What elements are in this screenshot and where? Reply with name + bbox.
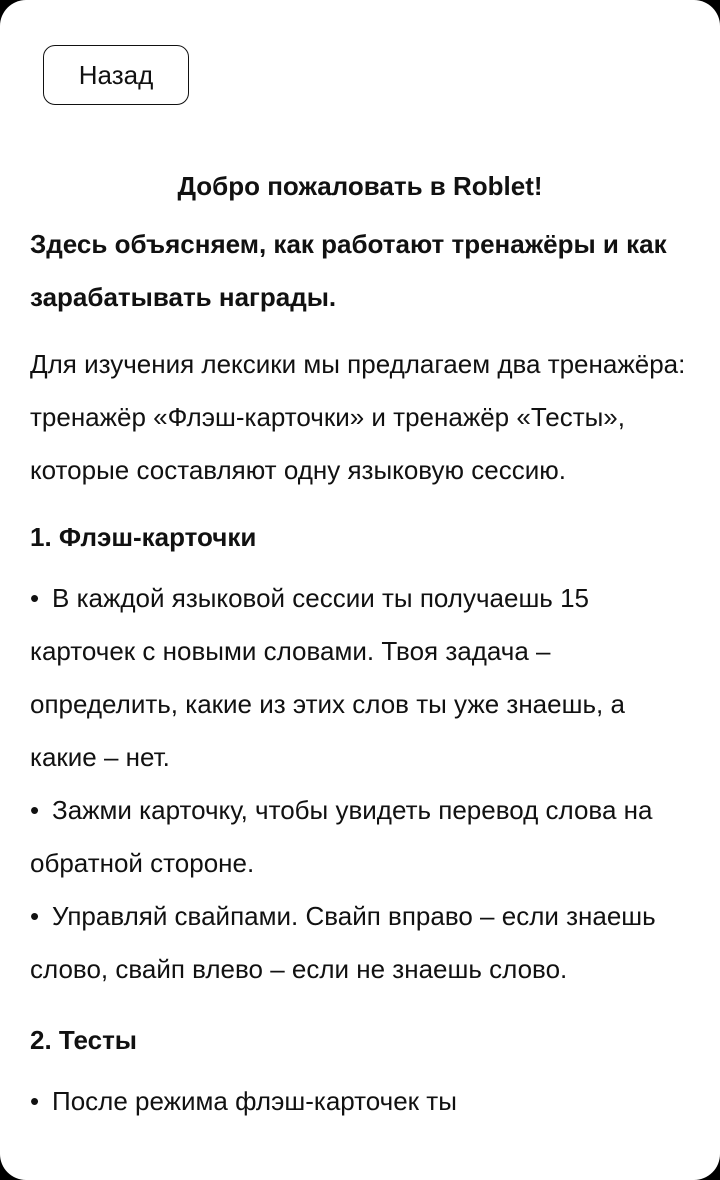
bullet-icon: • [30, 583, 40, 613]
back-button[interactable]: Назад [43, 45, 189, 105]
list-item [30, 784, 690, 890]
section-heading-flashcards: 1. Флэш-карточки [30, 522, 257, 552]
list-item-text: Зажми карточку, чтобы увидеть перевод слова на обратной стороне. [30, 795, 653, 878]
bullet-icon: • [30, 901, 40, 931]
intro-paragraph: Для изучения лексики мы предлагаем два тренажёра: тренажёр «Флэш-карточки» и тренажёр «Тесты», которые составляют одну языковую сессию. [30, 349, 686, 485]
list-item-text: Управляй свайпами. Свайп вправо – если знаешь слово, свайп влево – если не знаешь слово. [30, 901, 656, 984]
intro-bold-text: Здесь объясняем, как работают тренажёры и как зарабатывать награды. [30, 229, 667, 312]
welcome-title: Добро пожаловать в Roblet! [177, 171, 543, 201]
bullet-icon: • [30, 795, 40, 825]
section-heading-tests: 2. Тесты [30, 1025, 138, 1055]
bullet-icon: • [30, 1086, 40, 1116]
list-item-text: После режима флэш-карточек ты [52, 1086, 457, 1116]
rules-content [30, 160, 690, 1128]
list-item [30, 1075, 690, 1128]
list-item [30, 572, 690, 784]
list-item [30, 890, 690, 996]
list-item-text: В каждой языковой сессии ты получаешь 15 карточек с новыми словами. Твоя задача – определить, какие из этих слов ты уже знаешь, а какие – нет. [30, 583, 625, 772]
